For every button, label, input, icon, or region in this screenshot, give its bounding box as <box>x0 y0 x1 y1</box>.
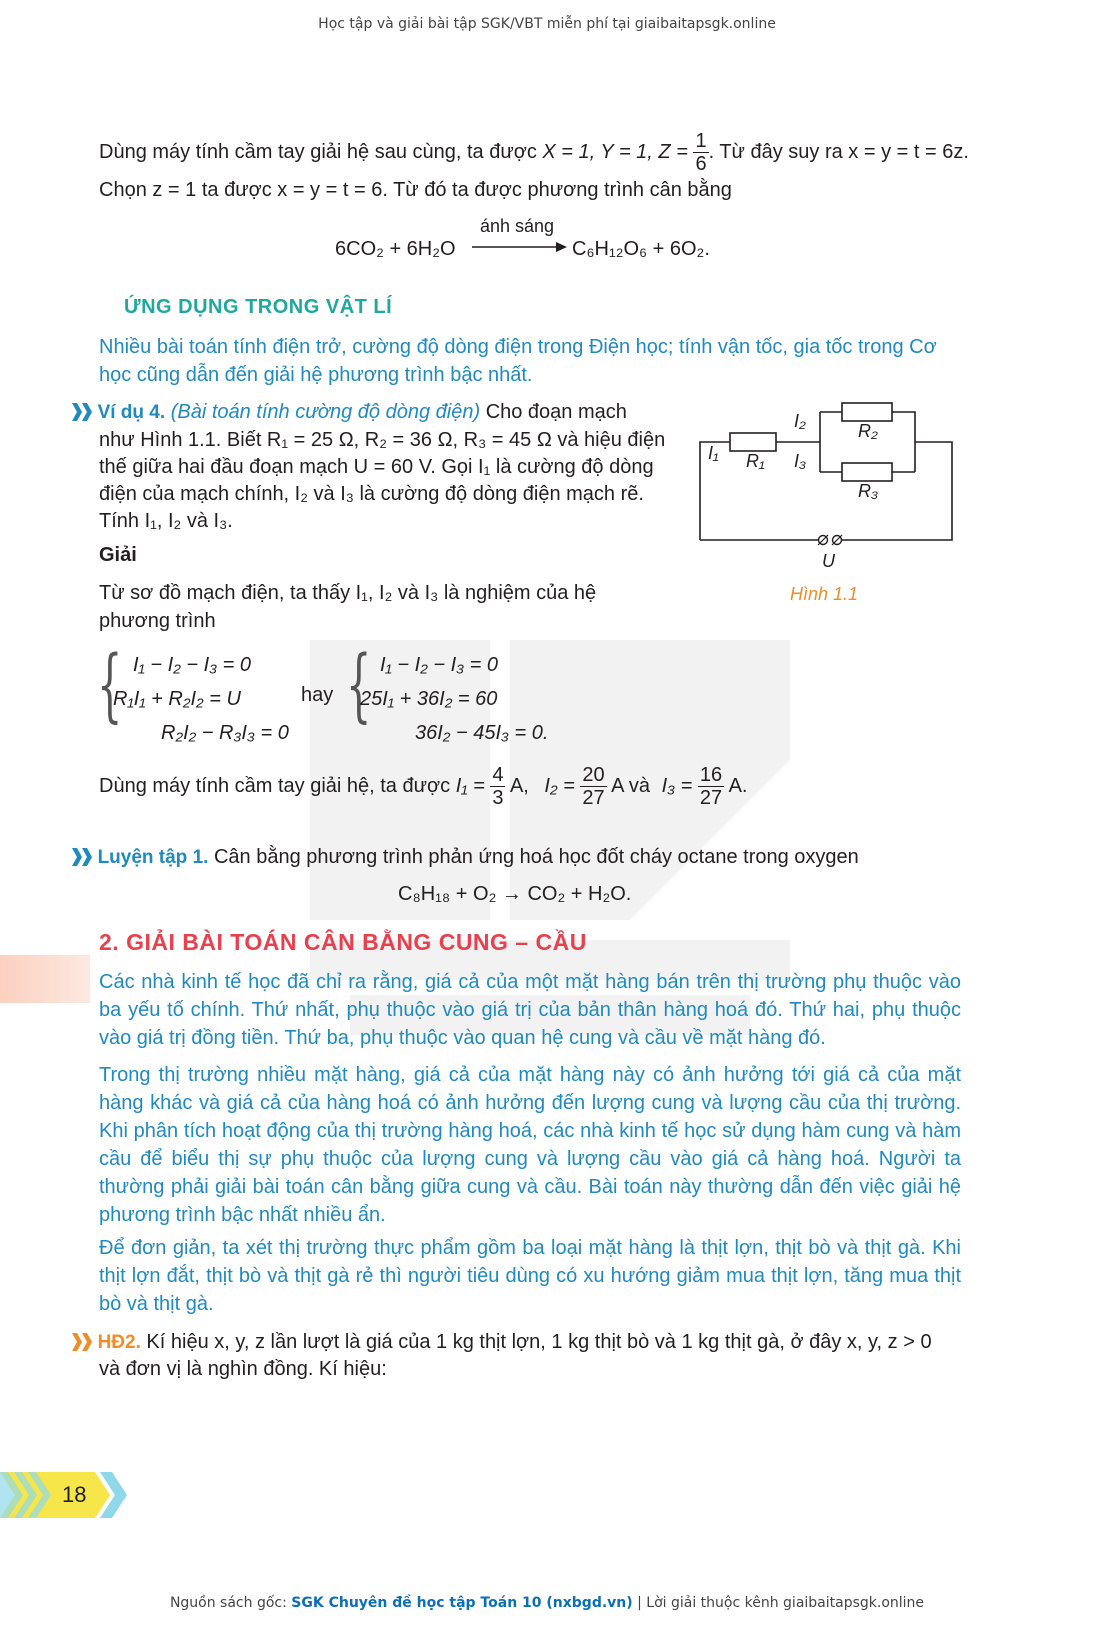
footer-prefix: Nguồn sách gốc: <box>169 1595 287 1611</box>
para1-text-c: . Từ đây suy ra x = y = t = 6z. <box>708 140 969 163</box>
i3-unit: A. <box>728 775 748 797</box>
sys-right-eq1: I₁ − I₂ − I₃ = 0 <box>380 654 499 676</box>
example-line4: điện của mạch chính, I₂ và I₃ là cường độ dòng điện mạch rẽ. <box>99 483 644 505</box>
sys-left-eq3: R₂I₂ − R₃I₃ = 0 <box>161 722 289 744</box>
i1-unit: A, <box>509 775 529 797</box>
example-tag: Ví dụ 4. <box>97 402 166 423</box>
solution-label: Giải <box>99 544 137 566</box>
left-brace: { <box>97 638 123 731</box>
fraction-z: $\frac{1}{6}$ <box>695 130 707 175</box>
page-number: 18 <box>62 1482 87 1507</box>
hd2-line1 <box>72 1328 962 1357</box>
chevron-right-icon <box>72 848 82 866</box>
para1-xyz: X = 1, Y = 1, Z = <box>542 140 688 163</box>
i2-unit: A và <box>611 775 651 797</box>
result-line <box>99 760 747 812</box>
practice-tag: Luyện tập 1. <box>97 847 209 868</box>
hd2-text: Kí hiệu x, y, z lần lượt là giá của 1 kg thịt lợn, 1 kg thịt bò và 1 kg thịt gà, ở đây x, y, z > 0 <box>146 1331 932 1353</box>
example-title: (Bài toán tính cường độ dòng điện) <box>170 401 481 423</box>
chevron-right-icon <box>82 848 92 866</box>
sys-left-eq2: R₁I₁ + R₂I₂ = U <box>113 688 241 710</box>
hd2-tag: HĐ2. <box>97 1332 141 1353</box>
section2-p3: Để đơn giản, ta xét thị trường thực phẩm gồm ba loại mặt hàng là thịt lợn, thịt bò và thịt gà. Khi thịt lợn đắt, thịt bò và thịt gà rẻ thì người tiêu dùng có xu hướng giảm mua thịt lợn, tăng mua thịt bò và thịt gà. <box>99 1237 961 1315</box>
reaction-left: 6CO₂ + 6H₂O <box>335 238 456 260</box>
fraction-i1: $\frac{4}{3}$ <box>492 764 504 810</box>
sys-right-eq2: 25I₁ + 36I₂ = 60 <box>360 688 498 710</box>
fraction-i2: $\frac{20}{27}$ <box>582 764 605 810</box>
circuit-diagram <box>690 395 970 575</box>
sys-right-eq3: 36I₂ − 45I₃ = 0. <box>415 722 549 744</box>
reaction-condition: ánh sáng <box>480 216 555 236</box>
sys-left-eq1: I₁ − I₂ − I₃ = 0 <box>133 654 252 676</box>
label-U: U <box>822 551 835 571</box>
section2-p1: Các nhà kinh tế học đã chỉ ra rằng, giá cả của một mặt hàng bán trên thị trường phụ thuộc vào ba yếu tố chính. Thứ nhất, phụ thuộc vào giá trị của bản thân hàng hoá đó. Thứ hai, phụ thuộc vào giá trị đồng tiền. Thứ ba, phụ thuộc vào quan hệ cung và cầu về mặt hàng đó. <box>99 971 961 1049</box>
label-R2: R₂ <box>858 421 878 441</box>
practice-line <box>72 843 952 872</box>
section2-heading: 2. GIẢI BÀI TOÁN CÂN BẰNG CUNG – CẦU <box>99 929 587 955</box>
hd2-line2: và đơn vị là nghìn đồng. Kí hiệu: <box>99 1358 387 1380</box>
label-R3: R₃ <box>858 481 879 501</box>
reaction-right: C₆H₁₂O₆ + 6O₂. <box>572 238 710 260</box>
para1-text-a: Dùng máy tính cầm tay giải hệ sau cùng, ta được <box>99 140 537 163</box>
practice-equation: C₈H₁₈ + O₂ → CO₂ + H₂O. <box>398 883 632 905</box>
chevron-right-icon <box>82 1333 92 1351</box>
label-I3: I₃ <box>794 451 807 471</box>
example-line5: Tính I₁, I₂ và I₃. <box>99 510 233 532</box>
para1-line1 <box>99 130 969 175</box>
example-line3: thế giữa hai đầu đoạn mạch U = 60 V. Gọi I₁ là cường độ dòng <box>99 456 654 478</box>
i1-label: I₁ = <box>455 775 485 797</box>
example-text: Cho đoạn mạch <box>485 401 627 423</box>
label-I1: I₁ <box>708 443 719 463</box>
system-left <box>113 648 289 750</box>
reaction-arrow-icon <box>472 240 568 254</box>
i3-label: I₃ = <box>661 775 693 797</box>
chevron-right-icon <box>72 1333 82 1351</box>
physics-intro: Nhiều bài toán tính điện trở, cường độ dòng điện trong Điện học; tính vận tốc, gia tốc trong Cơ học cũng dẫn đến giải hệ phương trình bậc nhất. <box>99 336 937 386</box>
practice-text: Cân bằng phương trình phản ứng hoá học đốt cháy octane trong oxygen <box>213 846 859 868</box>
right-brace: { <box>346 638 372 731</box>
solution-line2: phương trình <box>99 610 216 632</box>
label-I2: I₂ <box>794 411 806 431</box>
section-marker <box>0 955 90 1003</box>
page-header: Học tập và giải bài tập SGK/VBT miễn phí tại giaibaitapsgk.online <box>318 16 776 32</box>
solution-line1: Từ sơ đồ mạch điện, ta thấy I₁, I₂ và I₃ là nghiệm của hệ <box>99 582 597 604</box>
page-footer <box>0 1595 1094 1611</box>
i2-label: I₂ = <box>544 775 575 797</box>
footer-source-link[interactable]: SGK Chuyên đề học tập Toán 10 (nxbgd.vn) <box>291 1595 633 1611</box>
hay-label: hay <box>301 684 334 706</box>
system-right <box>360 648 548 750</box>
physics-heading: ỨNG DỤNG TRONG VẬT LÍ <box>124 296 393 318</box>
fraction-i3: $\frac{16}{27}$ <box>699 764 723 810</box>
chevron-right-icon <box>82 403 92 421</box>
example-line1 <box>72 398 672 427</box>
chevron-right-icon <box>72 403 82 421</box>
footer-suffix: | Lời giải thuộc kênh giaibaitapsgk.online <box>637 1595 925 1611</box>
figure-caption: Hình 1.1 <box>790 584 859 604</box>
section2-p2: Trong thị trường nhiều mặt hàng, giá cả của mặt hàng này có ảnh hưởng tới giá cả của mặt hàng khác và giá cả của hàng hoá có ảnh hưởng đến lượng cung và lượng cầu của thị trường. Khi phân tích hoạt động của thị trường hàng hoá, các nhà kinh tế học sử dụng hàm cung và hàm cầu để biểu thị sự phụ thuộc của lượng cung và lượng cầu vào giá cả hàng hoá. Người ta thường phải giải bài toán cân bằng giữa cung và cầu. Bài toán này thường dẫn đến việc giải hệ phương trình bậc nhất nhiều ẩn. <box>99 1064 961 1226</box>
result-text: Dùng máy tính cầm tay giải hệ, ta được <box>99 775 451 797</box>
example-line2: như Hình 1.1. Biết R₁ = 25 Ω, R₂ = 36 Ω, R₃ = 45 Ω và hiệu điện <box>99 429 666 451</box>
label-R1: R₁ <box>746 451 765 471</box>
para1-line2: Chọn z = 1 ta được x = y = t = 6. Từ đó ta được phương trình cân bằng <box>99 179 732 201</box>
